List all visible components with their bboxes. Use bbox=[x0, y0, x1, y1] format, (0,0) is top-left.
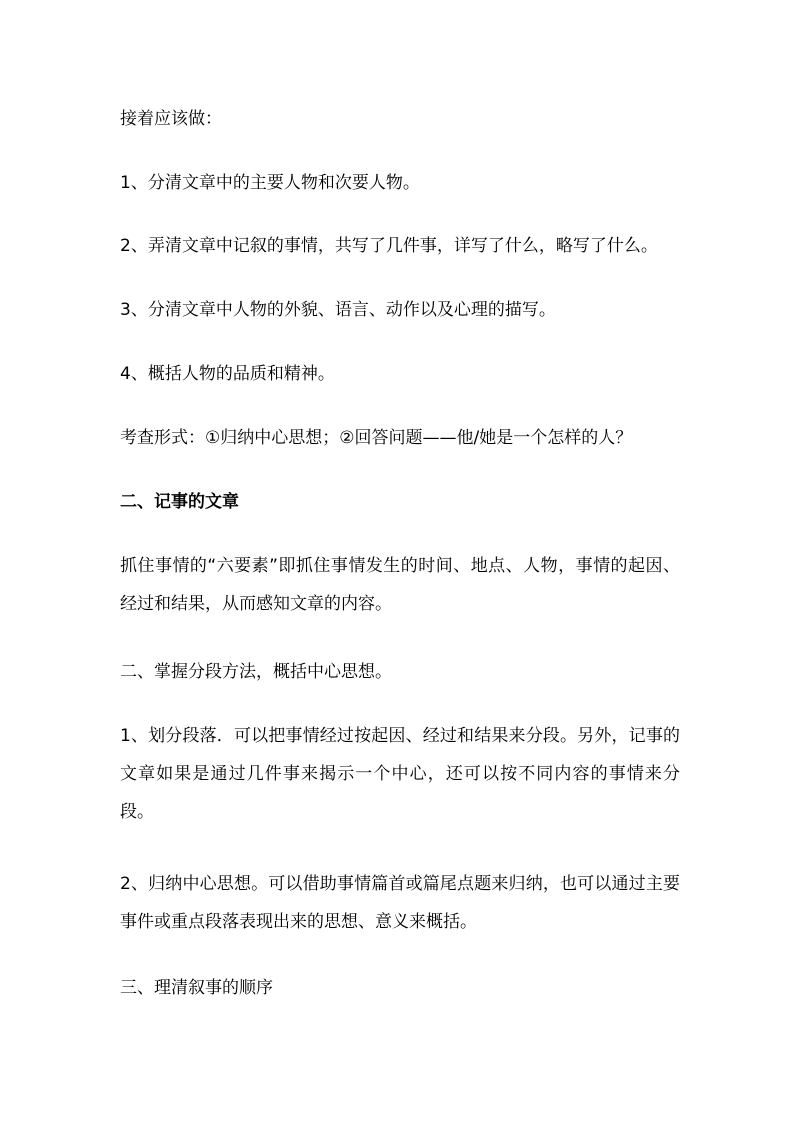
section-heading: 二、记事的文章 bbox=[120, 492, 239, 512]
step-3-line: 3、分清文章中人物的外貌、语言、动作以及心理的描写。 bbox=[120, 300, 556, 320]
order-subheading: 三、理清叙事的顺序 bbox=[120, 978, 273, 998]
intro-line: 接着应该做： bbox=[120, 109, 222, 129]
step-1-line: 1、分清文章中的主要人物和次要人物。 bbox=[120, 173, 420, 193]
summarize-paragraph: 2、归纳中心思想。可以借助事情篇首或篇尾点题来归纳，也可以通过主要事件或重点段落表现出来的思想、意义来概括。 bbox=[120, 874, 680, 932]
step-4-line: 4、概括人物的品质和精神。 bbox=[120, 364, 335, 384]
exam-form-line: 考查形式：①归纳中心思想；②回答问题——他/她是一个怎样的人？ bbox=[120, 428, 633, 448]
step-2-line: 2、弄清文章中记叙的事情，共写了几件事，详写了什么，略写了什么。 bbox=[120, 236, 658, 256]
method-subheading: 二、掌握分段方法，概括中心思想。 bbox=[120, 662, 392, 682]
divide-paragraph: 1、划分段落．可以把事情经过按起因、经过和结果来分段。另外，记事的文章如果是通过几件事来揭示一个中心，还可以按不同内容的事情来分段。 bbox=[120, 726, 680, 822]
six-elements-paragraph: 抓住事情的“六要素”即抓住事情发生的时间、地点、人物，事情的起因、经过和结果，从而感知文章的内容。 bbox=[120, 556, 680, 614]
